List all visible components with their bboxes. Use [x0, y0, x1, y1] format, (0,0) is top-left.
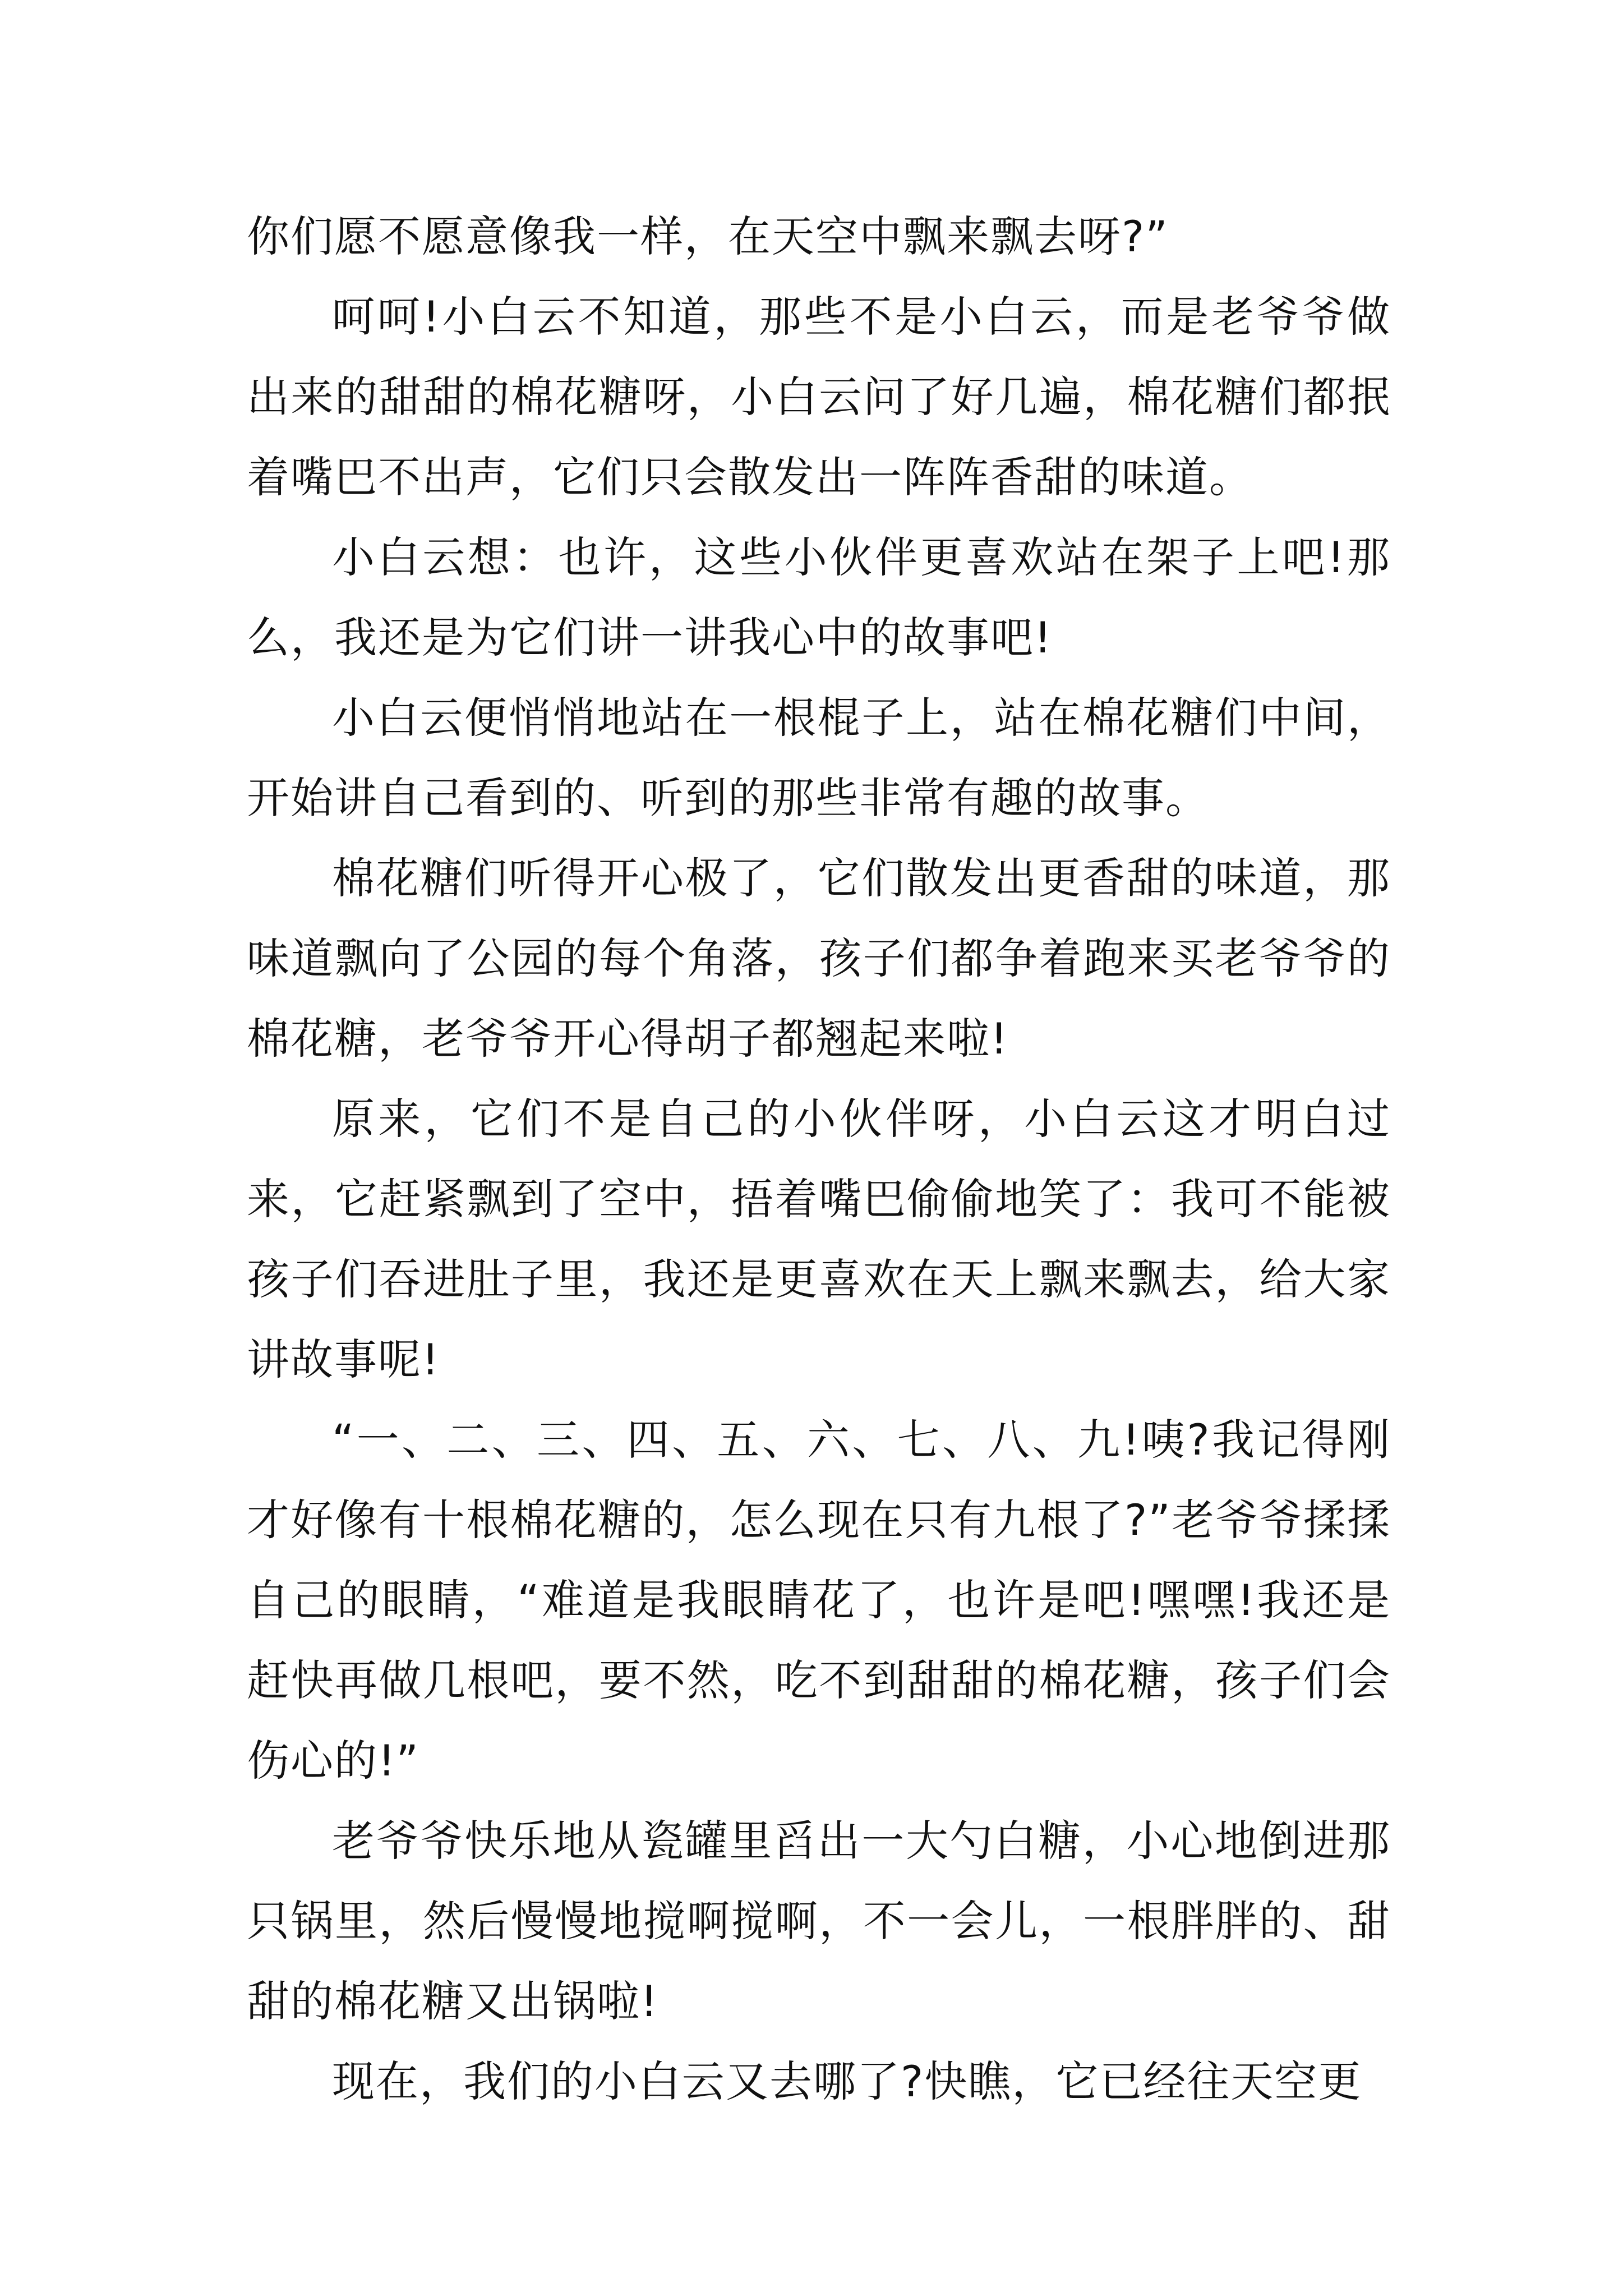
paragraph: 老爷爷快乐地从瓷罐里舀出一大勺白糖，小心地倒进那只锅里，然后慢慢地搅啊搅啊，不一会儿，一根胖胖的、甜甜的棉花糖又出锅啦! — [247, 1816, 1391, 2026]
paragraph: 呵呵!小白云不知道，那些不是小白云，而是老爷爷做出来的甜甜的棉花糖呀，小白云问了好几遍，棉花糖们都抿着嘴巴不出声，它们只会散发出一阵阵香甜的味道。 — [247, 292, 1391, 502]
paragraph: 小白云便悄悄地站在一根棍子上，站在棉花糖们中间，开始讲自己看到的、听到的那些非常有趣的故事。 — [247, 693, 1391, 823]
paragraph: 现在，我们的小白云又去哪了?快瞧，它已经往天空更 — [332, 2056, 1362, 2106]
paragraph: 你们愿不愿意像我一样，在天空中飘来飘去呀?” — [247, 211, 1169, 261]
paragraph: 小白云想：也许，这些小伙伴更喜欢站在架子上吧!那么，我还是为它们讲一讲我心中的故事吧! — [247, 532, 1391, 662]
paragraph: 棉花糖们听得开心极了，它们散发出更香甜的味道，那味道飘向了公园的每个角落，孩子们都争着跑来买老爷爷的棉花糖，老爷爷开心得胡子都翘起来啦! — [247, 853, 1391, 1064]
paragraph: “一、二、三、四、五、六、七、八、九!咦?我记得刚才好像有十根棉花糖的，怎么现在只有九根了?”老爷爷揉揉自己的眼睛，“难道是我眼睛花了，也许是吧!嘿嘿!我还是赶快再做几根吧，要不然，吃不到甜甜的棉花糖，孩子们会伤心的!” — [247, 1415, 1391, 1786]
paragraph: 原来，它们不是自己的小伙伴呀，小白云这才明白过来，它赶紧飘到了空中，捂着嘴巴偷偷地笑了：我可不能被孩子们吞进肚子里，我还是更喜欢在天上飘来飘去，给大家讲故事呢! — [247, 1094, 1391, 1384]
story-text — [247, 196, 1391, 2122]
